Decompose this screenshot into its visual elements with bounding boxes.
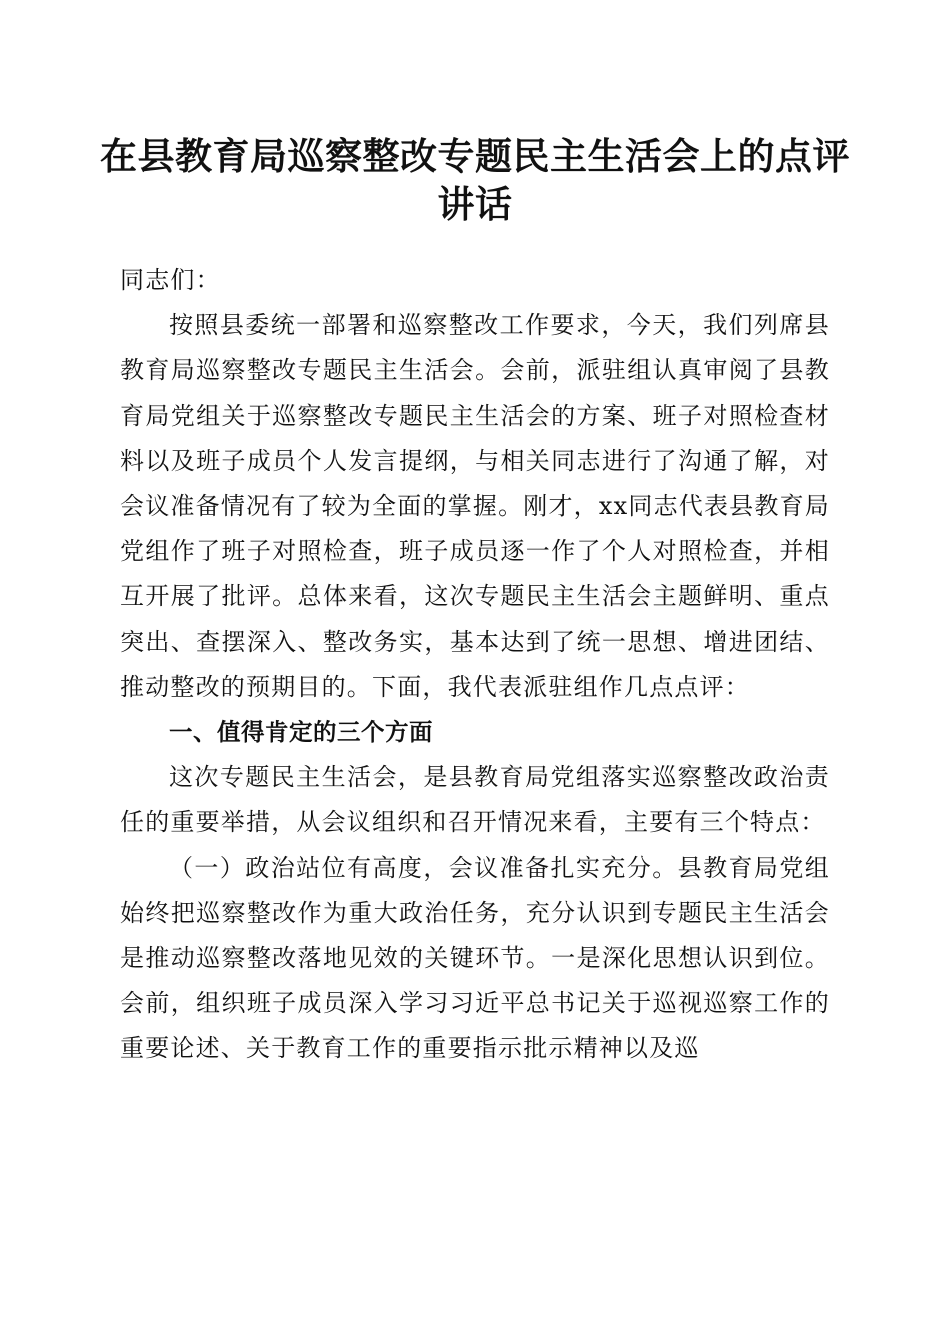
document-body bbox=[120, 258, 830, 1072]
section-heading-1: 一、值得肯定的三个方面 bbox=[169, 718, 433, 747]
paragraph-intro: 按照县委统一部署和巡察整改工作要求，今天，我们列席县教育局巡察整改专题民主生活会。会前，派驻组认真审阅了县教育局党组关于巡察整改专题民主生活会的方案、班子对照检查材料以及班子成员个人发言提纲，与相关同志进行了沟通了解，对会议准备情况有了较为全面的掌握。刚才，xx同志代表县教育局党组作了班子对照检查，班子成员逐一作了个人对照检查，并相互开展了批评。总体来看，这次专题民主生活会主题鲜明、重点突出、查摆深入、整改务实，基本达到了统一思想、增进团结、推动整改的预期目的。下面，我代表派驻组作几点点评： bbox=[120, 311, 830, 701]
document-title: 在县教育局巡察整改专题民主生活会上的点评讲话 bbox=[100, 134, 850, 226]
salutation: 同志们： bbox=[120, 266, 221, 294]
paragraph-point-1: （一）政治站位有高度，会议准备扎实充分。县教育局党组始终把巡察整改作为重大政治任务，充分认识到专题民主生活会是推动巡察整改落地见效的关键环节。一是深化思想认识到位。会前，组织班子成员深入学习习近平总书记关于巡视巡察工作的重要论述、关于教育工作的重要指示批示精神以及巡 bbox=[120, 853, 830, 1063]
paragraph-section-1-intro: 这次专题民主生活会，是县教育局党组落实巡察整改政治责任的重要举措，从会议组织和召开情况来看，主要有三个特点： bbox=[120, 763, 830, 837]
